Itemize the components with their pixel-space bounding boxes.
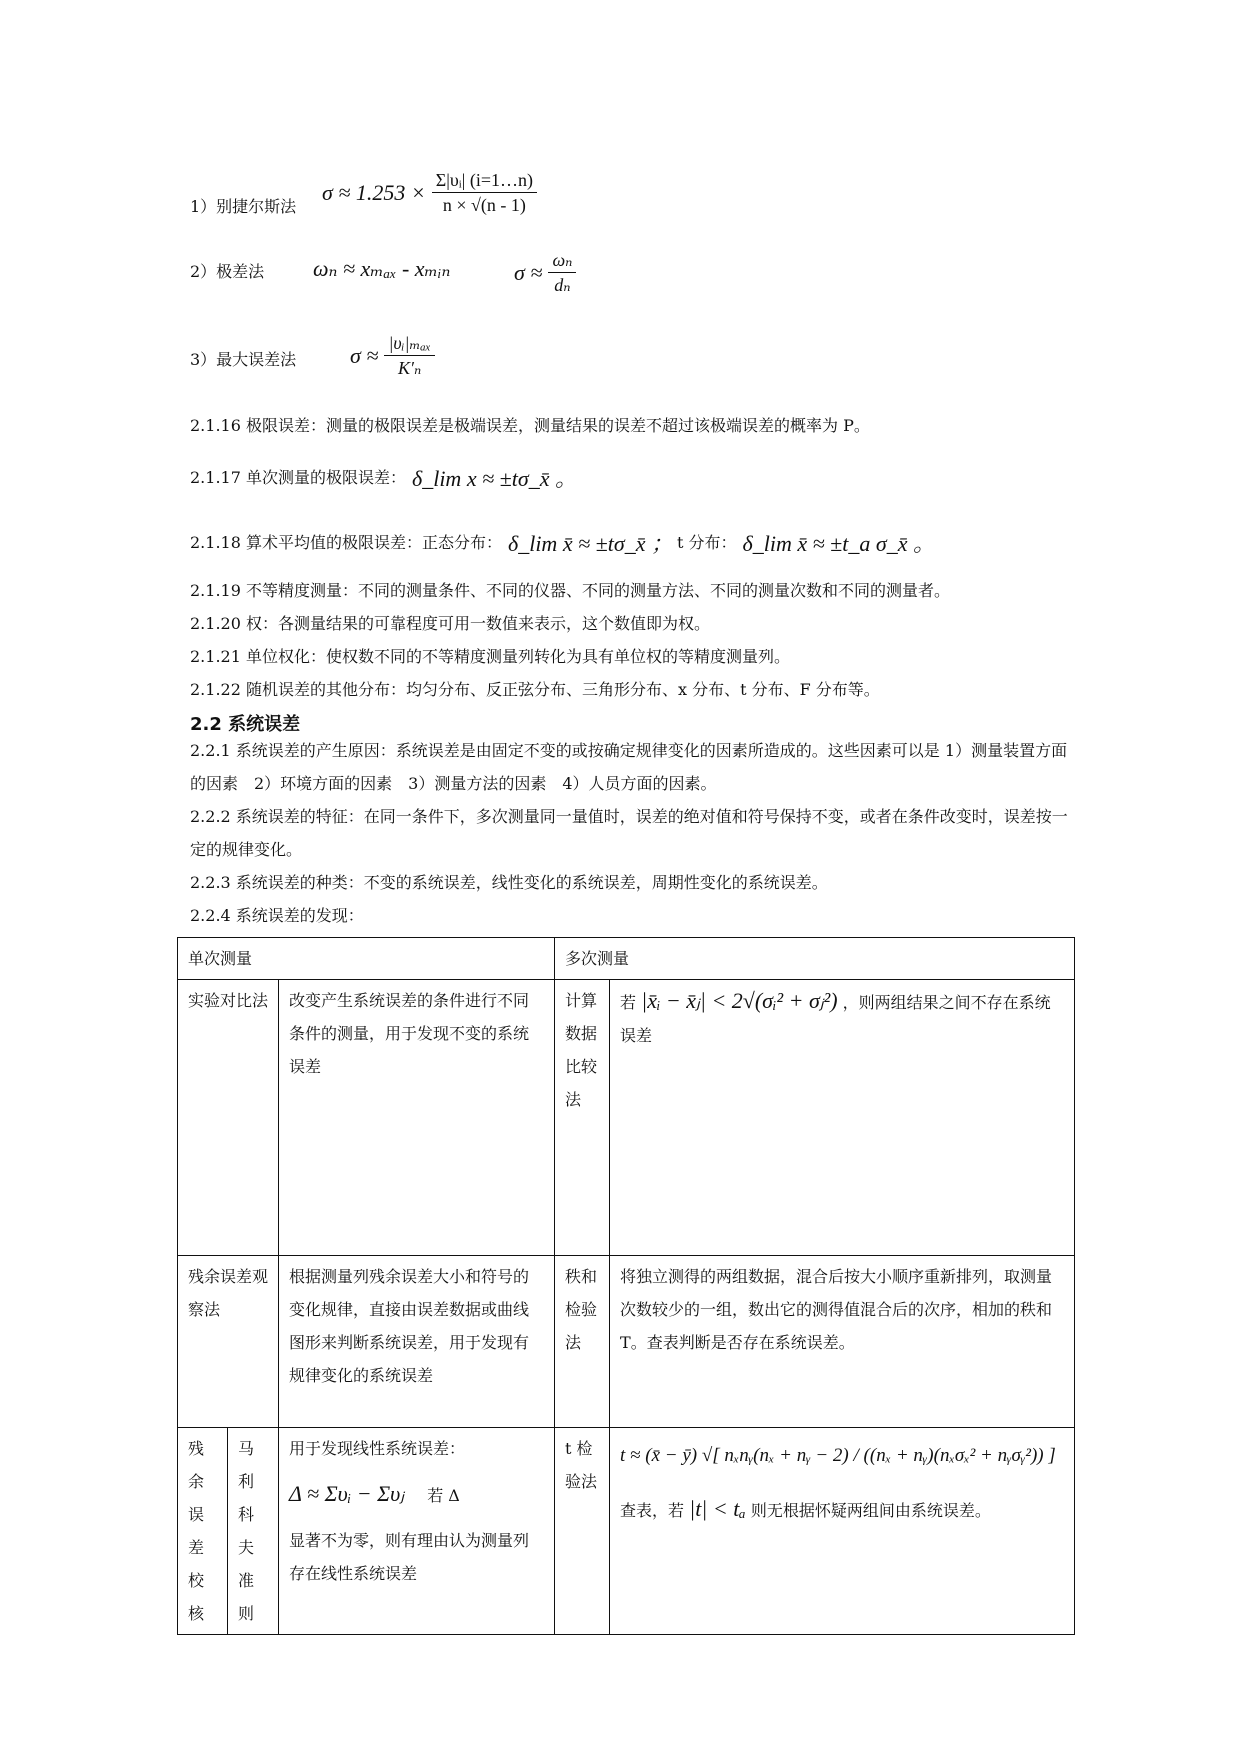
item-2-1-16: 2.1.16 极限误差：测量的极限误差是极端误差，测量结果的误差不超过该极端误差的概率为 P。 <box>190 416 870 435</box>
row3-note-suffix: 则无根据怀疑两组间由系统误差。 <box>750 1501 991 1520</box>
row3-method: t 检验法 <box>555 1428 610 1635</box>
formula-2-sigma <box>514 250 576 296</box>
item-2-1-21: 2.1.21 单位权化：使权数不同的不等精度测量列转化为具有单位权的等精度测量列。 <box>190 647 790 666</box>
row3-desc-delta: 若 Δ <box>427 1486 460 1505</box>
item-2-1-17-text: 2.1.17 单次测量的极限误差： <box>190 467 406 487</box>
formula-3-fraction <box>384 333 434 379</box>
row3-name: 马利科夫准则 <box>228 1428 279 1635</box>
header-single: 单次测量 <box>178 938 555 980</box>
item-2-1-18-text: 2.1.18 算术平均值的极限误差：正态分布： <box>190 532 502 552</box>
paragraph-2-2-4: 2.2.4 系统误差的发现： <box>190 906 364 925</box>
row3-desc <box>279 1428 555 1635</box>
header-multi: 多次测量 <box>555 938 1075 980</box>
row1-name: 实验对比法 <box>178 980 279 1256</box>
item-2-1-18 <box>190 527 935 558</box>
item-2-1-18-math-normal: δ_lim x̄ ≈ ±tσ_x̄ ； <box>507 531 673 556</box>
row2-name: 残余误差观察法 <box>178 1256 279 1428</box>
row3-criterion <box>610 1428 1075 1635</box>
formula-1-fraction <box>432 170 537 216</box>
item-2-1-18-math-t: δ_lim x̄ ≈ ±t_a σ_x̄ 。 <box>742 531 935 556</box>
table-header-row <box>178 938 1075 980</box>
formula-1 <box>322 170 537 216</box>
formula-2-label: 2）极差法 <box>190 262 265 281</box>
row3-math: Δ ≈ Συᵢ − Συⱼ <box>289 1481 405 1506</box>
paragraph-2-2-1: 2.2.1 系统误差的产生原因：系统误差是由固定不变的或按确定规律变化的因素所造成的。这些因素可以是 1）测量装置方面的因素 2）环境方面的因素 3）测量方法的因素 4）人员方面的因素。 <box>190 741 1068 793</box>
formula-2-fraction <box>548 250 576 296</box>
row3-group: 残余误差校核 <box>178 1428 228 1635</box>
row3-formula: t ≈ (x̄ − ȳ) √[ nₓnᵧ(nₓ + nᵧ − 2) / ((nₓ + nᵧ)(nₓσₓ² + nᵧσᵧ²)) ] <box>620 1445 1056 1466</box>
row3-desc-line1: 用于发现线性系统误差： <box>289 1439 466 1458</box>
table-row <box>178 980 1075 1256</box>
row1-method: 计算数据比较法 <box>555 980 610 1256</box>
row3-note-prefix: 查表，若 <box>620 1501 685 1520</box>
systematic-error-table <box>177 937 1075 1635</box>
row3-desc-line3: 显著不为零，则有理由认为测量列存在线性系统误差 <box>289 1531 530 1583</box>
table-row <box>178 1428 1075 1635</box>
table-row <box>178 1256 1075 1428</box>
row3-note <box>620 1492 1064 1527</box>
formula-1-denominator: n × √(n - 1) <box>442 195 526 215</box>
formula-2-numerator: ωₙ <box>548 250 576 273</box>
item-2-1-17 <box>190 462 577 493</box>
formula-1-label: 1）别捷尔斯法 <box>190 197 297 216</box>
row1-criterion <box>610 980 1075 1256</box>
row2-text: 将独立测得的两组数据，混合后按大小顺序重新排列，取测量次数较少的一组，数出它的测得值混合后的次序，相加的秩和 T。查表判断是否存在系统误差。 <box>610 1256 1075 1428</box>
item-2-1-20: 2.1.20 权：各测量结果的可靠程度可用一数值来表示，这个数值即为权。 <box>190 614 710 633</box>
formula-3-label: 3）最大误差法 <box>190 350 297 369</box>
formula-2-expr: ωₙ ≈ xₘₐₓ - xₘᵢₙ <box>313 256 451 281</box>
formula-2-denominator: dₙ <box>554 275 571 295</box>
paragraph-2-2-3: 2.2.3 系统误差的种类：不变的系统误差，线性变化的系统误差，周期性变化的系统误差。 <box>190 873 828 892</box>
section-heading: 2.2 系统误差 <box>190 714 301 735</box>
formula-3-denominator: K′ₙ <box>398 358 422 378</box>
item-2-1-18-text-t: t 分布： <box>676 532 737 552</box>
row1-suffix: ，则两组结果之间不存在系统误差 <box>620 993 1051 1045</box>
row1-prefix: 若 <box>620 993 637 1012</box>
formula-1-numerator: Σ|υᵢ| (i=1…n) <box>432 170 537 193</box>
row3-note-math: |t| < tₐ <box>689 1496 746 1521</box>
formula-3-lhs: σ ≈ <box>350 343 379 368</box>
formula-3-numerator: |υᵢ|ₘₐₓ <box>384 333 434 356</box>
row2-method: 秩和检验法 <box>555 1256 610 1428</box>
row2-desc: 根据测量列残余误差大小和符号的变化规律，直接由误差数据或曲线图形来判断系统误差，用于发现有规律变化的系统误差 <box>279 1256 555 1428</box>
item-2-1-17-math: δ_lim x ≈ ±tσ_x̄ 。 <box>411 466 577 491</box>
row1-math: |x̄ᵢ − x̄ⱼ| < 2√(σᵢ² + σⱼ²) <box>641 988 838 1013</box>
formula-2-sigma-lhs: σ ≈ <box>514 260 543 285</box>
row1-desc: 改变产生系统误差的条件进行不同条件的测量，用于发现不变的系统误差 <box>279 980 555 1256</box>
formula-3 <box>350 333 435 379</box>
row3-math-line <box>289 1477 544 1512</box>
item-2-1-19: 2.1.19 不等精度测量：不同的测量条件、不同的仪器、不同的测量方法、不同的测量次数和不同的测量者。 <box>190 581 950 600</box>
formula-1-lhs: σ ≈ 1.253 × <box>322 180 426 205</box>
paragraph-2-2-2: 2.2.2 系统误差的特征：在同一条件下，多次测量同一量值时，误差的绝对值和符号保持不变，或者在条件改变时，误差按一定的规律变化。 <box>190 807 1068 859</box>
item-2-1-22: 2.1.22 随机误差的其他分布：均匀分布、反正弦分布、三角形分布、x 分布、t 分布、F 分布等。 <box>190 680 880 699</box>
